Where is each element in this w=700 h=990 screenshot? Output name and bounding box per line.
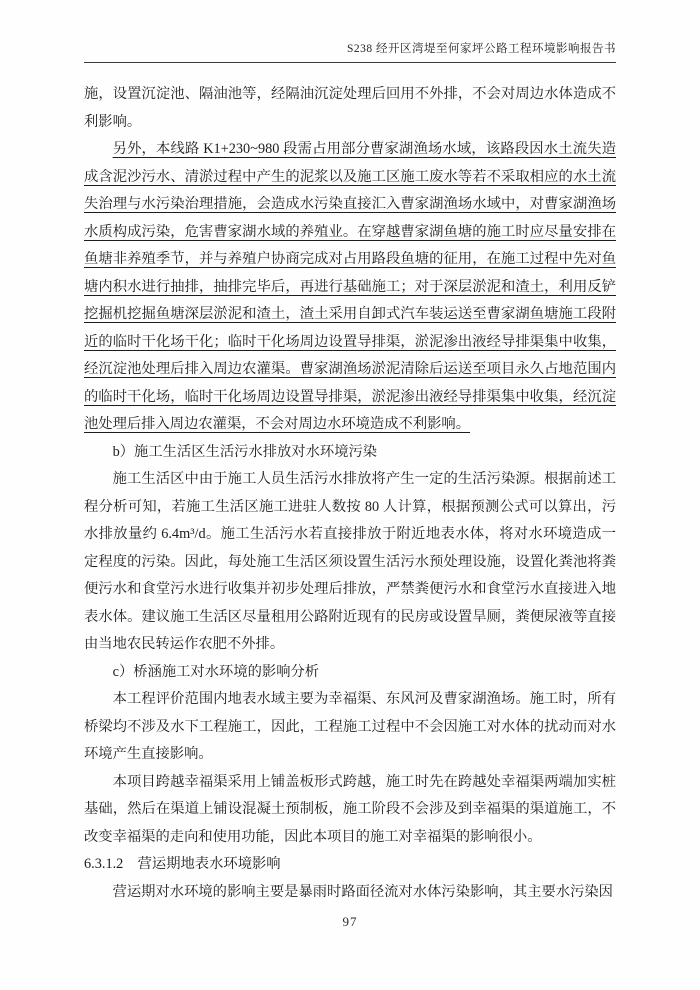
running-header-title: S238 经开区湾堤至何家坪公路工程环境影响报告书 xyxy=(346,43,616,55)
page-footer xyxy=(0,913,700,931)
underlined-paragraph: 另外，本线路 K1+230~980 段需占用部分曹家湖渔场水域，该路段因水土流失造成含泥沙污水、清淤过程中产生的泥浆以及施工区施工废水等若不采取相应的水土流失治理与水污染治理措施，会造成水污染直接汇入曹家湖渔场水域中，对曹家湖渔场水质构成污染，危害曹家湖水域的养殖业。在穿越曹家湖鱼塘的施工时应尽量安排在鱼塘非养殖季节，并与养殖户协商完成对占用路段鱼塘的征用，在施工过程中先对鱼塘内积水进行抽排，抽排完毕后，再进行基础施工；对于深层淤泥和渣土，利用反铲挖掘机挖掘鱼塘深层淤泥和渣土，渣土采用自卸式汽车装运送至曹家湖鱼塘施工段附近的临时干化场干化；临时干化场周边设置导排渠，淤泥渗出液经导排渠集中收集，经沉淀池处理后排入周边农灌渠。曹家湖渔场淤泥清除后运送至项目永久占地范围内的临时干化场，临时干化场周边设置导排渠，淤泥渗出液经导排渠集中收集，经沉淀池处理后排入周边农灌渠，不会对周边水环境造成不利影响。 xyxy=(84,141,616,432)
paragraph-operation-period: 营运期对水环境的影响主要是暴雨时路面径流对水体污染影响，其主要水污染因 xyxy=(112,883,613,900)
page-header xyxy=(84,0,616,63)
continued-paragraph: 施，设置沉淀池、隔油池等，经隔油沉淀处理后回用不外排，不会对周边水体造成不利影响。 xyxy=(84,86,616,130)
section-heading: 6.3.1.2 营运期地表水环境影响 xyxy=(84,856,281,872)
document-body xyxy=(84,81,616,906)
paragraph-xingfu-channel: 本项目跨越幸福渠采用上铺盖板形式跨越，施工时先在跨越处幸福渠两端加实桩基础，然后在渠道上铺设混凝土预制板，施工阶段不会涉及到幸福渠的渠道施工，不改变幸福渠的走向和使用功能，因此本项目的施工对幸福渠的影响很小。 xyxy=(84,773,616,845)
paragraph-bridge-impact: 本工程评价范围内地表水域主要为幸福渠、东风河及曹家湖渔场。施工时，所有桥梁均不涉及水下工程施工，因此，工程施工过程中不会因施工对水体的扰动而对水环境产生直接影响。 xyxy=(84,691,616,762)
page-number: 97 xyxy=(342,914,358,929)
list-heading-b: b）施工生活区生活污水排放对水环境污染 xyxy=(112,443,378,460)
list-heading-c: c）桥涵施工对水环境的影响分析 xyxy=(112,663,320,680)
paragraph-domestic-sewage: 施工生活区中由于施工人员生活污水排放将产生一定的生活污染源。根据前述工程分析可知，若施工生活区施工进驻人数按 80 人计算，根据预测公式可以算出，污水排放量约 6.4m³/d。施工生活污水若直接排放于附近地表水体，将对水环境造成一定程度的污染。因此，每处施工生活区须设置生活污水预处理设施，设置化粪池将粪便污水和食堂污水进行收集并初步处理后排放，严禁粪便污水和食堂污水直接进入地表水体。建议施工生活区尽量租用公路附近现有的民房或设置旱厕，粪便尿液等直接由当地农民转运作农肥不外排。 xyxy=(84,471,616,652)
